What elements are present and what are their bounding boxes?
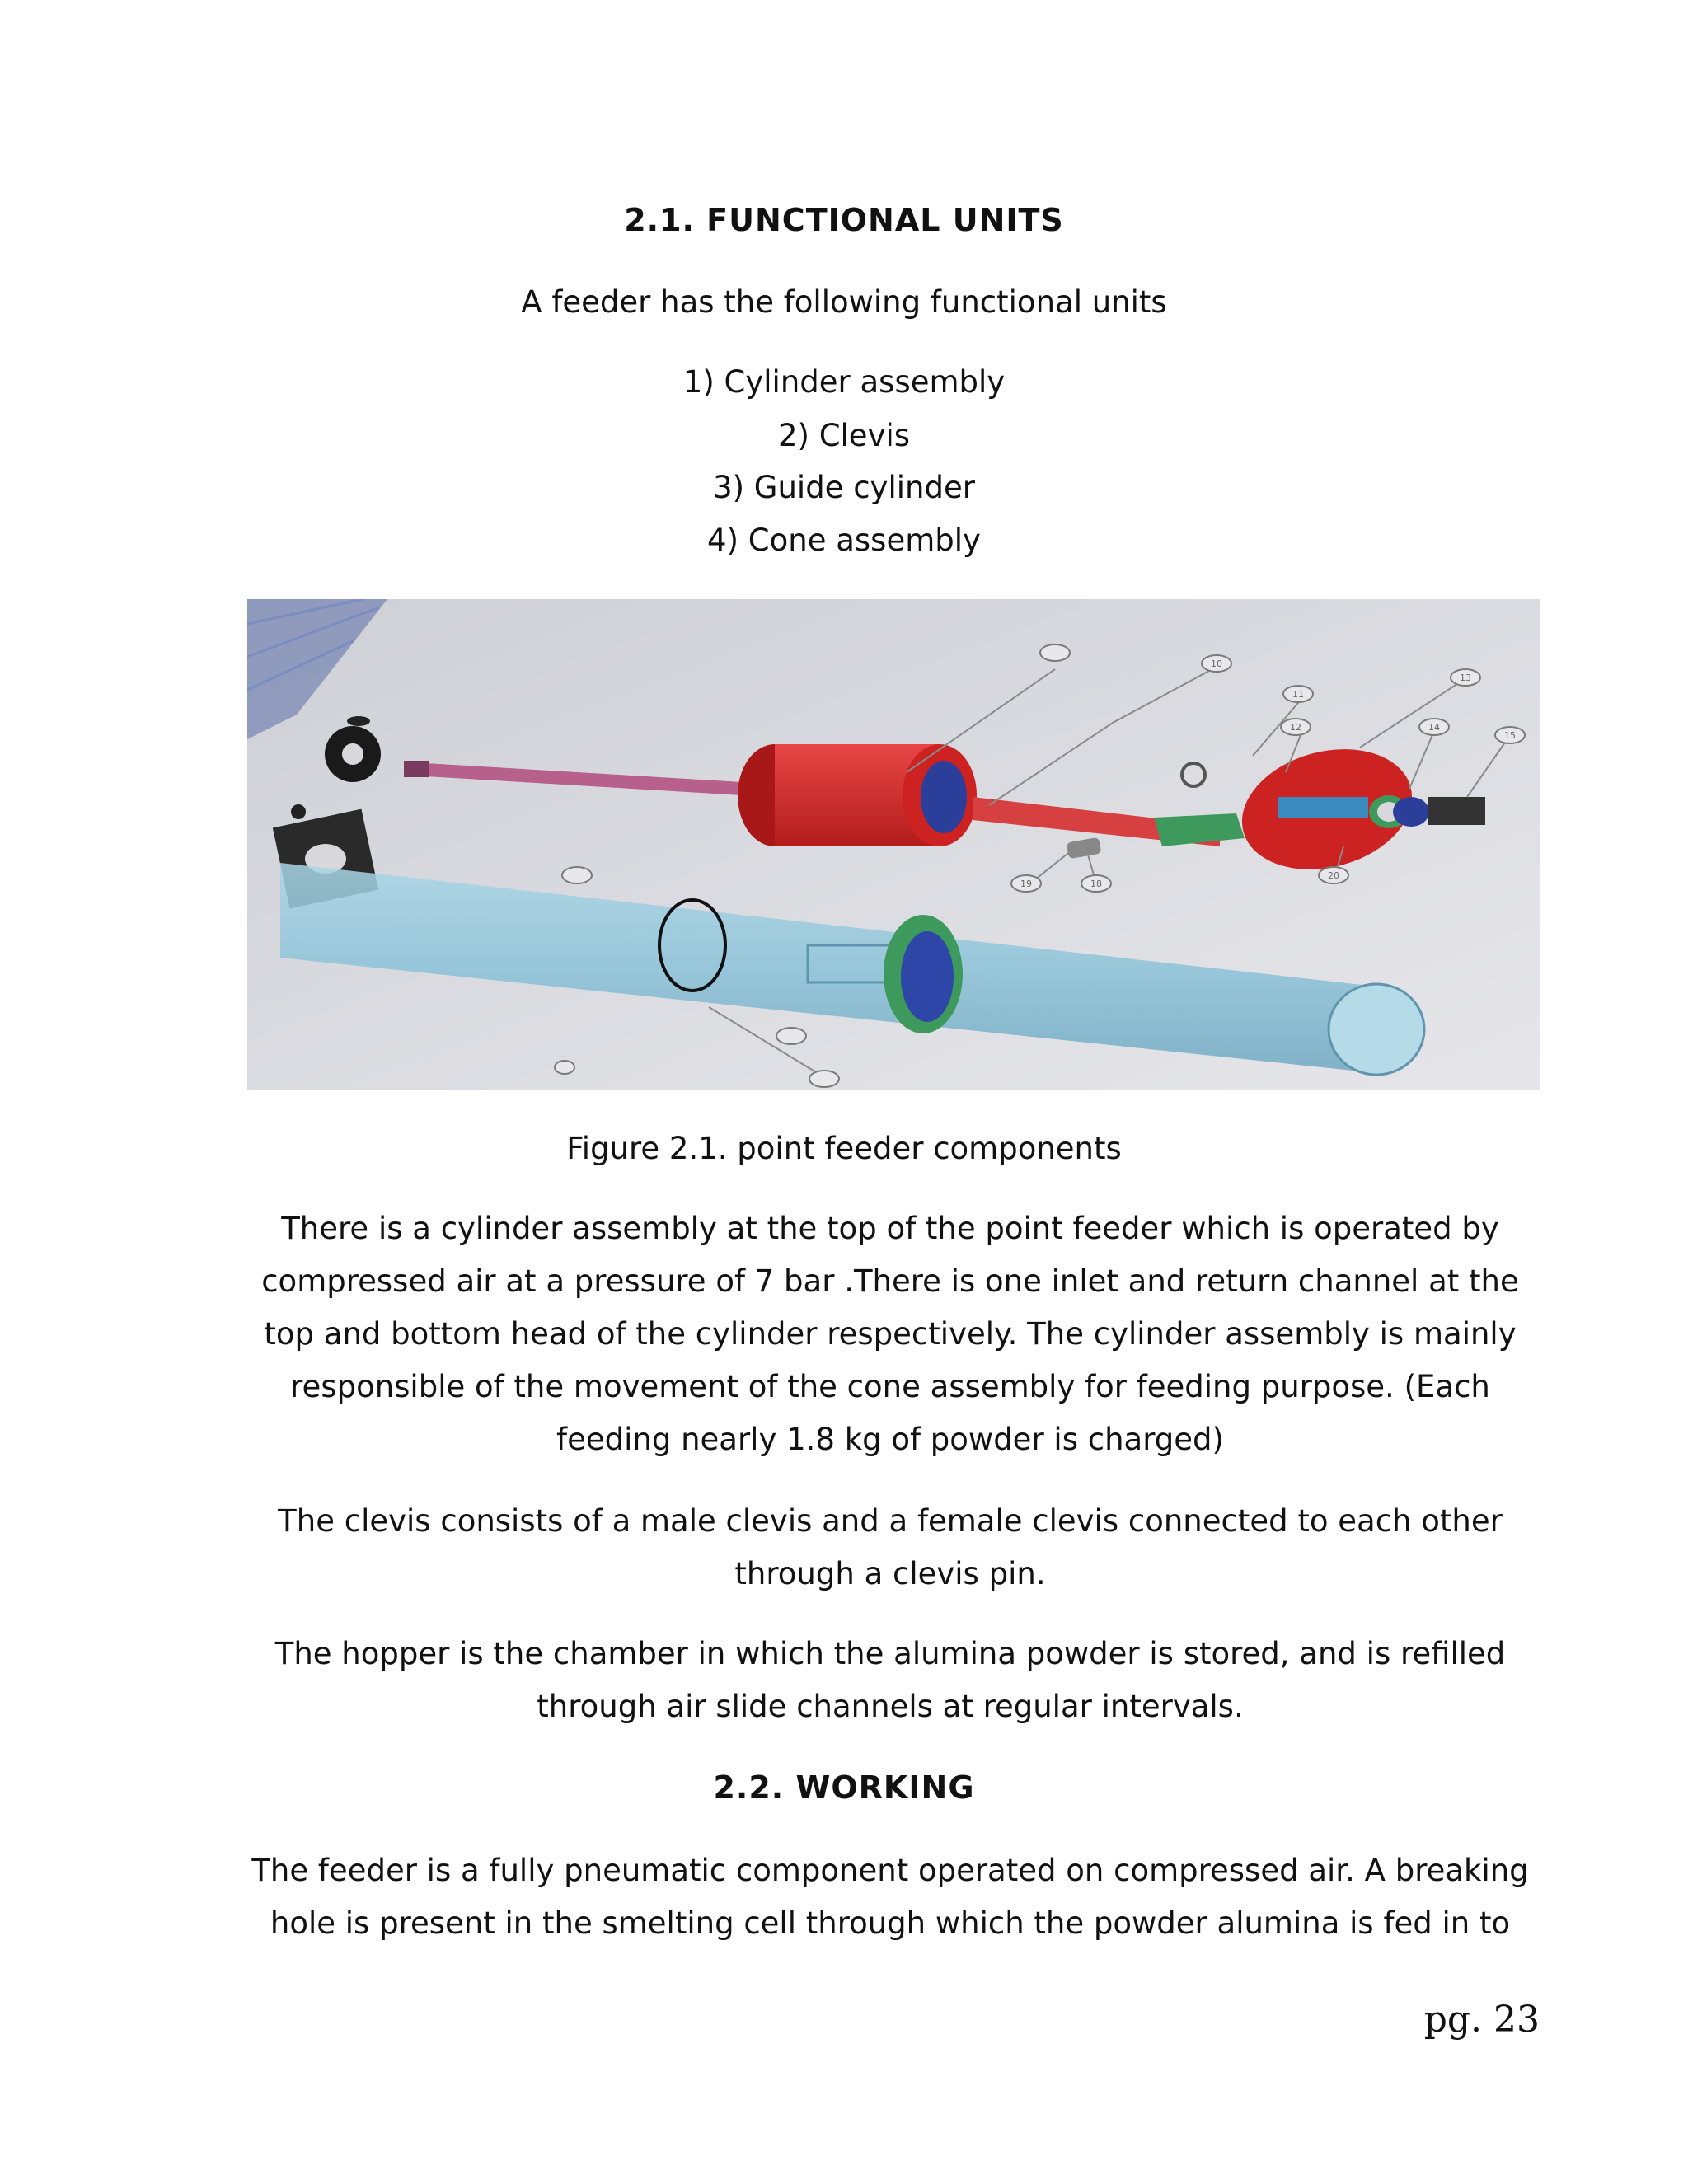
callout-label: 18	[1090, 879, 1102, 889]
callout-label: 19	[1020, 879, 1032, 889]
list-item: 4) Cone assembly	[707, 523, 981, 558]
callout-label: 10	[1211, 658, 1222, 669]
callout-label: 13	[1460, 673, 1471, 683]
callout-label: 20	[1328, 870, 1339, 881]
section-heading-working: 2.2. WORKING	[713, 1769, 975, 1806]
intro-text: A feeder has the following functional units	[521, 284, 1167, 320]
callout-label: 15	[1504, 730, 1516, 741]
paragraph-hopper: The hopper is the chamber in which the alumina powder is stored, and is refilled through air slide channels at regular intervals.	[274, 1636, 1506, 1724]
callout-label: 14	[1428, 722, 1440, 733]
list-item: 3) Guide cylinder	[713, 470, 975, 505]
point-feeder-exploded-view-image	[247, 599, 1540, 1090]
paragraph-working: The feeder is a fully pneumatic component operated on compressed air. A breaking hole is present in the smelting cell through which the powder alumina is fed in to	[251, 1853, 1529, 1941]
list-item: 1) Cylinder assembly	[682, 364, 1006, 400]
callout-label: 11	[1292, 689, 1304, 700]
section-heading-functional-units: 2.1. FUNCTIONAL UNITS	[624, 202, 1064, 238]
figure-caption: Figure 2.1. point feeder components	[566, 1131, 1122, 1166]
callout-label: 12	[1290, 722, 1301, 733]
paragraph-cylinder-assembly: There is a cylinder assembly at the top of the point feeder which is operated by compressed air at a pressure of 7 bar .There is one inlet and return channel at the top and bottom head of the cylinder respectively. The cylinder assembly is mainly responsible of the movement of the cone assembly for feeding purpose. (Each feeding nearly 1.8 kg of powder is charged)	[261, 1211, 1519, 1457]
paragraph-clevis: The clevis consists of a male clevis and a female clevis connected to each other through a clevis pin.	[278, 1503, 1503, 1591]
page-number: pg. 23	[1423, 1999, 1540, 2041]
list-item: 2) Clevis	[777, 418, 911, 453]
